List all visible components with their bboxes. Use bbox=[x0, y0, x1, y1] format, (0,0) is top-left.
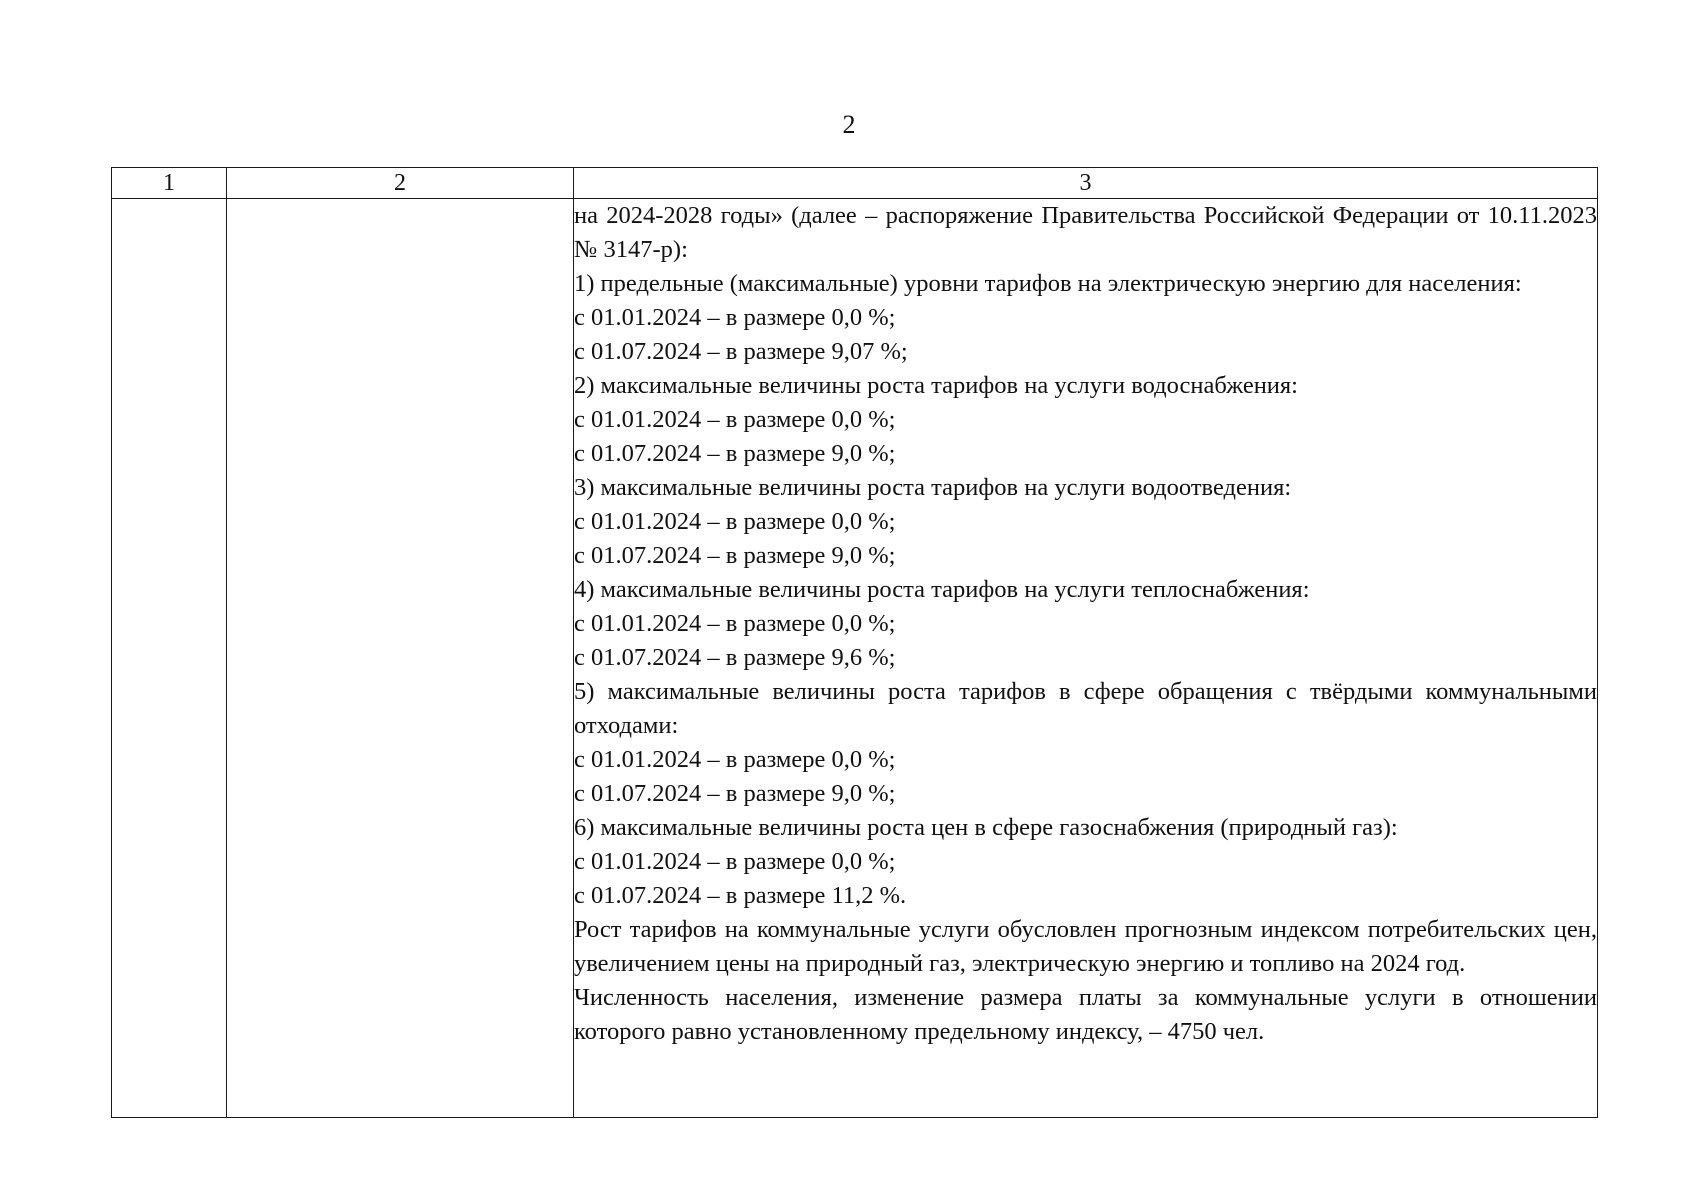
paragraph: Рост тарифов на коммунальные услуги обусловлен прогнозным индексом потребительских цен, увеличением цены на природный газ, электрическую энергию и топливо на 2024 год. bbox=[574, 916, 1597, 977]
column-header-3: 3 bbox=[574, 168, 1598, 199]
list-item: с 01.01.2024 – в размере 0,0 %; bbox=[574, 406, 896, 433]
list-item: с 01.01.2024 – в размере 0,0 %; bbox=[574, 610, 896, 637]
paragraph: 1) предельные (максимальные) уровни тарифов на электрическую энергию для населения: bbox=[574, 270, 1522, 297]
list-item: с 01.01.2024 – в размере 0,0 %; bbox=[574, 304, 896, 331]
table-header-row bbox=[112, 168, 1598, 199]
list-item: с 01.01.2024 – в размере 0,0 %; bbox=[574, 746, 896, 773]
list-item: с 01.01.2024 – в размере 0,0 %; bbox=[574, 508, 896, 535]
cell-col-3 bbox=[574, 199, 1598, 1118]
paragraph: 6) максимальные величины роста цен в сфере газоснабжения (природный газ): bbox=[574, 814, 1398, 841]
paragraph: 3) максимальные величины роста тарифов на услуги водоотведения: bbox=[574, 474, 1292, 501]
paragraph: 4) максимальные величины роста тарифов на услуги теплоснабжения: bbox=[574, 576, 1310, 603]
column-header-1: 1 bbox=[112, 168, 227, 199]
list-item: с 01.01.2024 – в размере 0,0 %; bbox=[574, 848, 896, 875]
cell-col-2 bbox=[227, 199, 574, 1118]
paragraph: на 2024-2028 годы» (далее – распоряжение Правительства Российской Федерации от 10.11.2023 № 3147-р): bbox=[574, 202, 1597, 263]
tariff-table bbox=[111, 167, 1598, 1118]
cell-col-1 bbox=[112, 199, 227, 1118]
list-item: с 01.07.2024 – в размере 9,07 %; bbox=[574, 338, 908, 365]
page-number: 2 bbox=[842, 110, 856, 139]
list-item: с 01.07.2024 – в размере 9,0 %; bbox=[574, 780, 896, 807]
list-item: с 01.07.2024 – в размере 9,0 %; bbox=[574, 440, 896, 467]
table-row bbox=[112, 199, 1598, 1118]
paragraph: Численность населения, изменение размера платы за коммунальные услуги в отношении которого равно установленному предельному индексу, – 4750 чел. bbox=[574, 984, 1597, 1045]
list-item: с 01.07.2024 – в размере 11,2 %. bbox=[574, 882, 907, 909]
list-item: с 01.07.2024 – в размере 9,0 %; bbox=[574, 542, 896, 569]
list-item: с 01.07.2024 – в размере 9,6 %; bbox=[574, 644, 896, 671]
paragraph: 2) максимальные величины роста тарифов на услуги водоснабжения: bbox=[574, 372, 1298, 399]
paragraph: 5) максимальные величины роста тарифов в сфере обращения с твёрдыми коммунальными отходами: bbox=[574, 678, 1597, 739]
column-header-2: 2 bbox=[227, 168, 574, 199]
